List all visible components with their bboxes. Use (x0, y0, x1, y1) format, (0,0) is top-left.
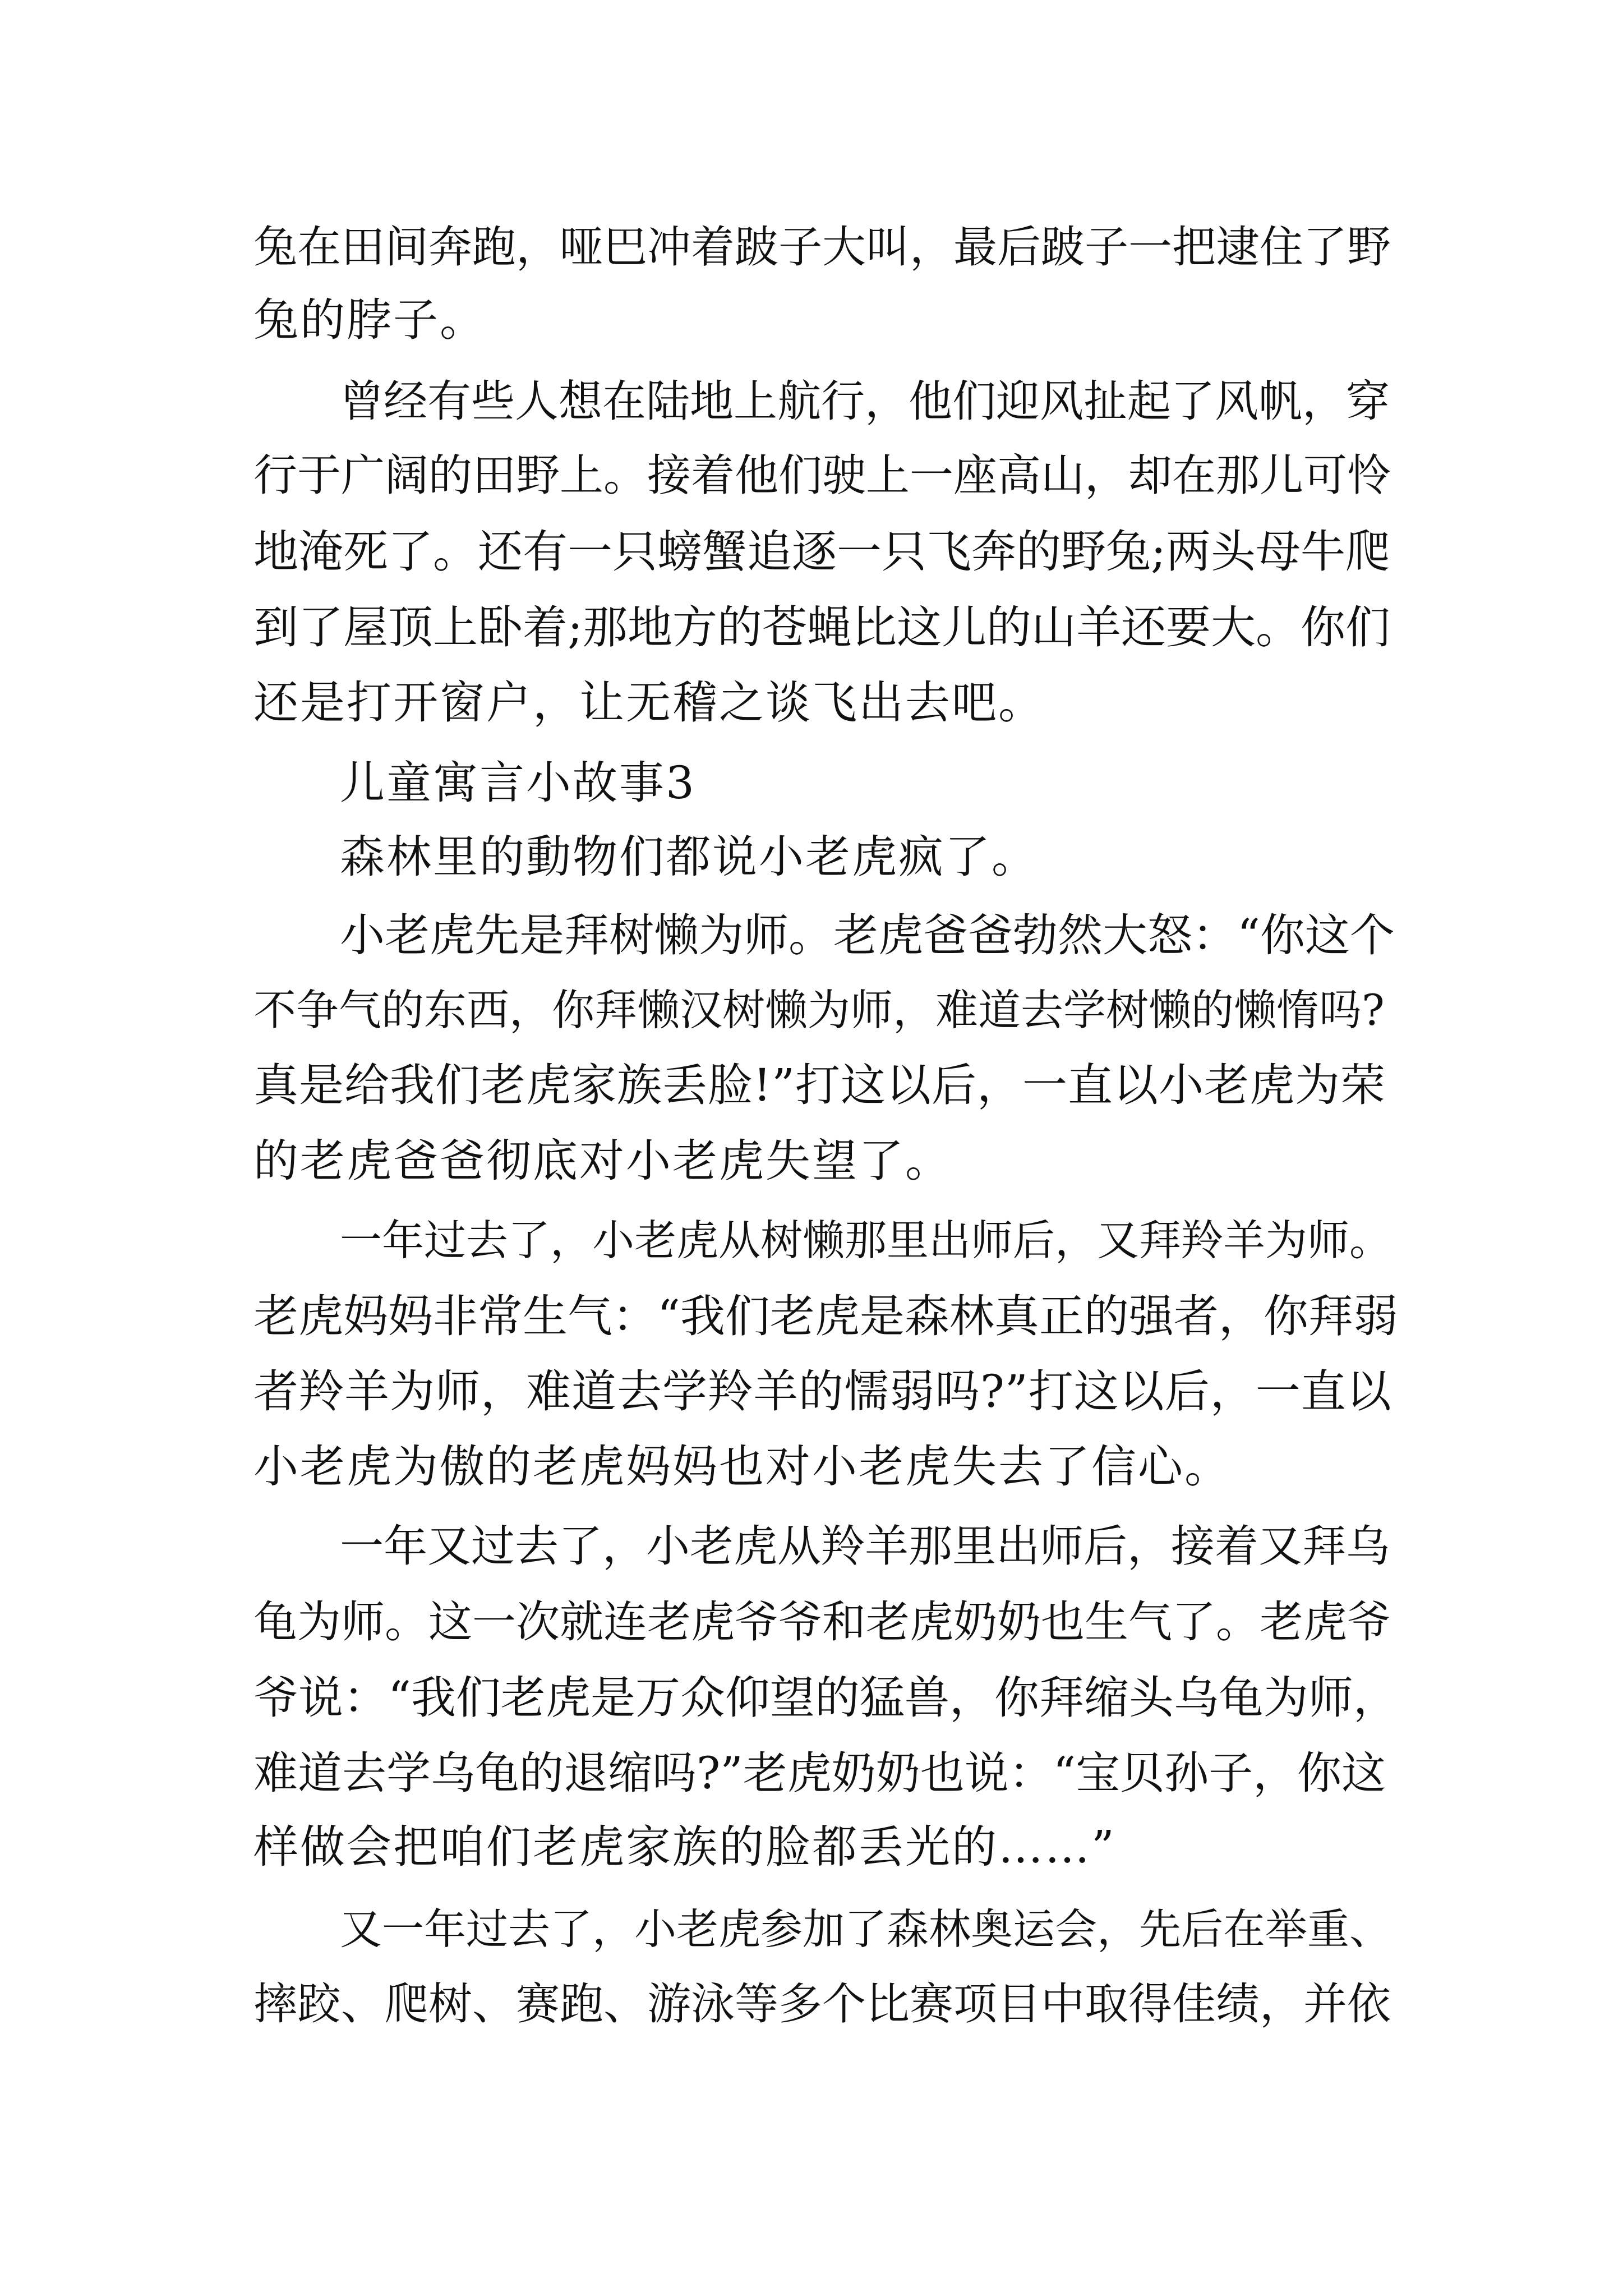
text-line-3: 曾经有些人想在陆地上航行，他们迎风扯起了风帆，穿 (340, 376, 1390, 427)
text-line-9: 森林里的動物们都说小老虎疯了。 (340, 831, 1038, 883)
text-line-7: 还是打开窗户，让无稽之谈飞出去吧。 (253, 677, 1045, 729)
section-heading: 儿童寓言小故事3 (340, 757, 696, 809)
text-line-15: 老虎妈妈非常生气：“我们老虎是森林真正的强者，你拜弱 (253, 1290, 1398, 1342)
text-line-14: 一年过去了，小老虎从树懒那里出师后，又拜羚羊为师。 (340, 1216, 1392, 1265)
text-line-5: 地淹死了。还有一只螃蟹追逐一只飞奔的野兔;两头母牛爬 (253, 526, 1390, 578)
text-line-18: 一年又过去了，小老虎从羚羊那里出师后，接着又拜乌 (340, 1521, 1390, 1572)
text-line-10: 小老虎先是拜树懒为师。老虎爸爸勃然大怒：“你这个 (340, 909, 1395, 961)
text-line-17: 小老虎为傲的老虎妈妈也对小老虎失去了信心。 (253, 1441, 1231, 1493)
text-line-24: 摔跤、爬树、赛跑、游泳等多个比赛项目中取得佳绩，并依 (253, 1979, 1391, 2030)
text-line-22: 样做会把咱们老虎家族的脸都丢光的……” (253, 1821, 1116, 1873)
text-line-4: 行于广阔的田野上。接着他们驶上一座高山，却在那儿可怜 (253, 450, 1391, 501)
text-line-11: 不争气的东西，你拜懒汉树懒为师，难道去学树懒的懒惰吗? (253, 985, 1385, 1035)
text-line-16: 者羚羊为师，难道去学羚羊的懦弱吗?”打这以后，一直以 (253, 1365, 1392, 1418)
text-line-13: 的老虎爸爸彻底对小老虎失望了。 (253, 1135, 952, 1187)
text-line-20: 爷说：“我们老虎是万众仰望的猛兽，你拜缩头乌龟为师， (253, 1672, 1398, 1724)
text-line-2: 兔的脖子。 (253, 294, 486, 346)
text-line-1: 兔在田间奔跑，哑巴冲着跛子大叫，最后跛子一把逮住了野 (253, 222, 1391, 273)
text-line-21: 难道去学乌龟的退缩吗?”老虎奶奶也说：“宝贝孙子，你这 (253, 1747, 1386, 1799)
text-line-6: 到了屋顶上卧着;那地方的苍蝇比这儿的山羊还要大。你们 (253, 601, 1390, 654)
text-line-12: 真是给我们老虎家族丢脸!”打这以后，一直以小老虎为荣 (253, 1059, 1386, 1111)
text-line-19: 龟为师。这一次就连老虎爷爷和老虎奶奶也生气了。老虎爷 (253, 1597, 1391, 1648)
text-line-23: 又一年过去了，小老虎参加了森林奥运会，先后在举重、 (340, 1904, 1392, 1954)
